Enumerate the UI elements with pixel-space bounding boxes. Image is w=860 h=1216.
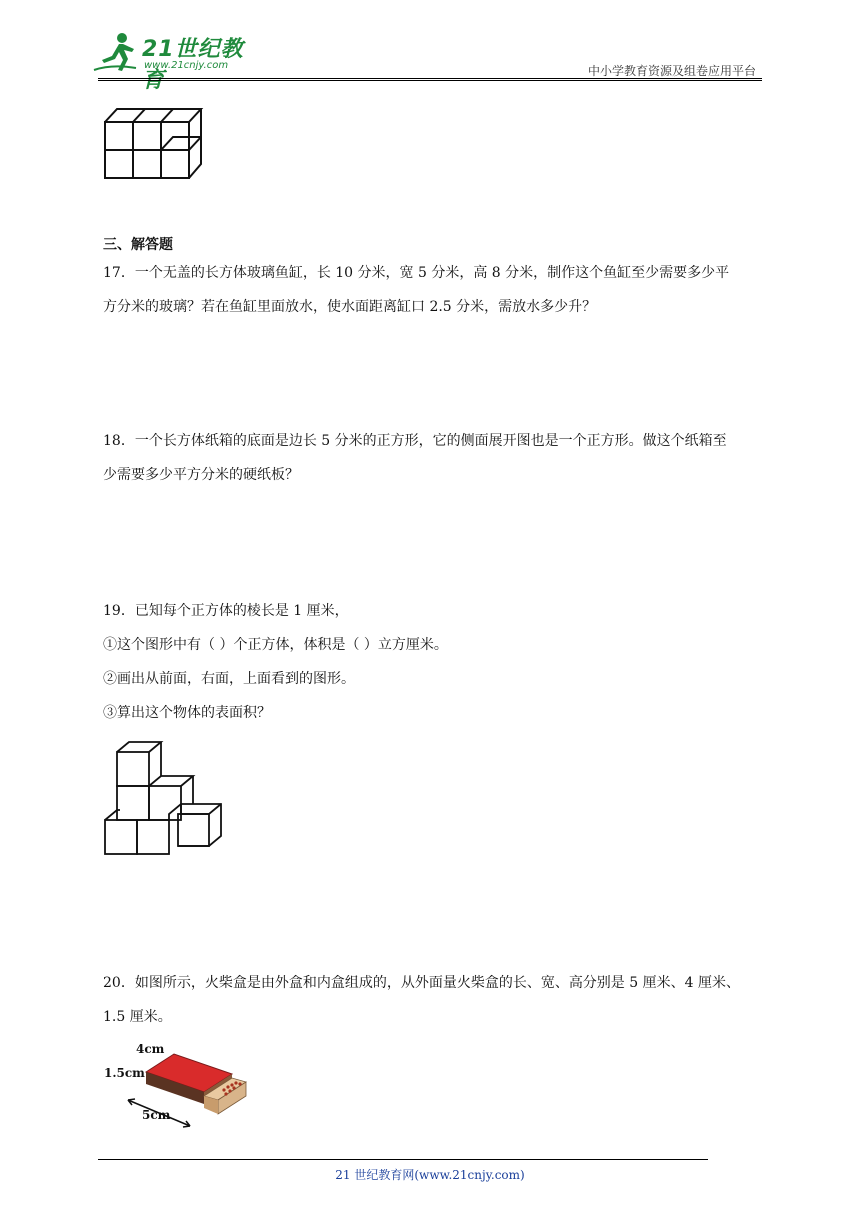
logo-text: 21世纪教 bbox=[142, 37, 244, 62]
question-19 bbox=[103, 594, 763, 730]
header-divider-thin bbox=[98, 80, 762, 81]
question-20-line-1: 20．如图所示，火柴盒是由外盒和内盒组成的，从外面量火柴盒的长、宽、高分别是 5 厘米、4 厘米、 bbox=[103, 975, 740, 991]
question-17-line-2: 方分米的玻璃？若在鱼缸里面放水，使水面距离缸口 2.5 分米，需放水多少升？ bbox=[103, 299, 597, 315]
question-18-line-2: 少需要多少平方分米的硬纸板？ bbox=[103, 467, 299, 483]
header-platform-text: 中小学教育资源及组卷应用平台 bbox=[587, 64, 756, 78]
footer-divider bbox=[98, 1159, 708, 1160]
question-19-line-1: 19．已知每个正方体的棱长是 1 厘米， bbox=[103, 603, 349, 619]
header-divider bbox=[98, 78, 762, 79]
question-20-line-2: 1.5 厘米。 bbox=[103, 1009, 172, 1025]
logo-url: www.21cnjy.com bbox=[144, 60, 229, 71]
matchbox-length-label: 5cm bbox=[142, 1108, 171, 1122]
question-18 bbox=[103, 424, 763, 492]
runner-logo-icon bbox=[92, 30, 142, 76]
matchbox-icon bbox=[100, 1038, 260, 1130]
section-title: 三、解答题 bbox=[103, 237, 173, 253]
staircase-cubes-figure bbox=[100, 738, 230, 860]
question-19-line-2: ①这个图形中有（ ）个正方体，体积是（ ）立方厘米。 bbox=[103, 637, 448, 653]
matchbox-figure bbox=[100, 1038, 260, 1130]
cube-block-figure bbox=[100, 104, 210, 184]
question-20 bbox=[103, 966, 763, 1034]
question-19-line-3: ②画出从前面，右面，上面看到的图形。 bbox=[103, 671, 355, 687]
matchbox-height-label: 1.5cm bbox=[104, 1066, 145, 1080]
page-footer: 21 世纪教育网(www.21cnjy.com) bbox=[335, 1168, 525, 1182]
page-header bbox=[0, 0, 860, 80]
question-17-line-1: 17．一个无盖的长方体玻璃鱼缸，长 10 分米，宽 5 分米，高 8 分米，制作这个鱼缸至少需要多少平 bbox=[103, 265, 730, 281]
logo bbox=[92, 30, 262, 80]
question-19-line-4: ③算出这个物体的表面积？ bbox=[103, 705, 271, 721]
question-18-line-1: 18．一个长方体纸箱的底面是边长 5 分米的正方形，它的侧面展开图也是一个正方形。做这个纸箱至 bbox=[103, 433, 727, 449]
matchbox-width-label: 4cm bbox=[136, 1042, 165, 1056]
question-17 bbox=[103, 256, 763, 324]
